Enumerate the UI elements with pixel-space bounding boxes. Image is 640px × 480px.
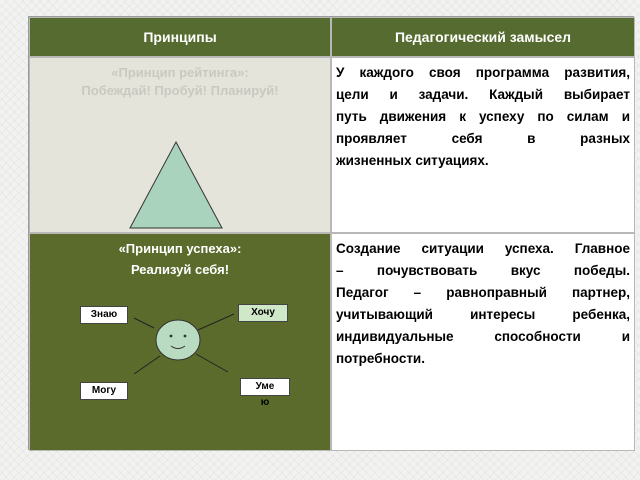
rating-desc-line: У каждого своя программа развития,: [336, 65, 630, 80]
header-pedagogical-idea: Педагогический замысел: [331, 17, 635, 57]
success-desc-line: – почувствовать вкус победы.: [336, 263, 630, 278]
success-description-cell: [331, 233, 635, 451]
rating-principle-name: «Принцип рейтинга»:: [111, 65, 249, 80]
success-desc-line: учитывающий интересы ребенка,: [336, 307, 630, 322]
triangle-shape: [128, 140, 224, 232]
rating-desc-line: жизненных ситуациях.: [336, 153, 489, 168]
success-principle-motto: Реализуй себя!: [130, 262, 230, 277]
rating-principle-cell: [29, 57, 331, 233]
rating-desc-line: цели и задачи. Каждый выбирает: [336, 87, 630, 102]
label-able-box: Уме: [240, 378, 290, 396]
success-desc-line: Педагог – равноправный партнер,: [336, 285, 630, 300]
success-desc-line: потребности.: [336, 351, 425, 366]
rating-desc-line: проявляет себя в разных: [336, 131, 630, 146]
smiley-face: [156, 320, 200, 360]
label-able-tail: ю: [260, 397, 270, 408]
principles-table: [28, 16, 634, 450]
label-can: Могу: [80, 382, 128, 400]
success-diagram: [30, 234, 330, 450]
success-desc-line: индивидуальные способности и: [336, 329, 630, 344]
rating-principle-motto: Побеждай! Пробуй! Планируй!: [81, 83, 279, 98]
success-principle-name: «Принцип успеха»:: [118, 241, 242, 256]
label-want: Хочу: [238, 304, 288, 322]
success-desc-line: Создание ситуации успеха. Главное: [336, 241, 630, 256]
label-know: Знаю: [80, 306, 128, 324]
rating-desc-line: путь движения к успеху по силам и: [336, 109, 630, 124]
rating-description-cell: [331, 57, 635, 233]
label-able: [240, 378, 290, 410]
rating-principle-title: [30, 64, 330, 100]
success-description: [336, 238, 630, 370]
rating-description: [336, 62, 630, 172]
header-principles: Принципы: [29, 17, 331, 57]
success-principle-cell: [29, 233, 331, 451]
